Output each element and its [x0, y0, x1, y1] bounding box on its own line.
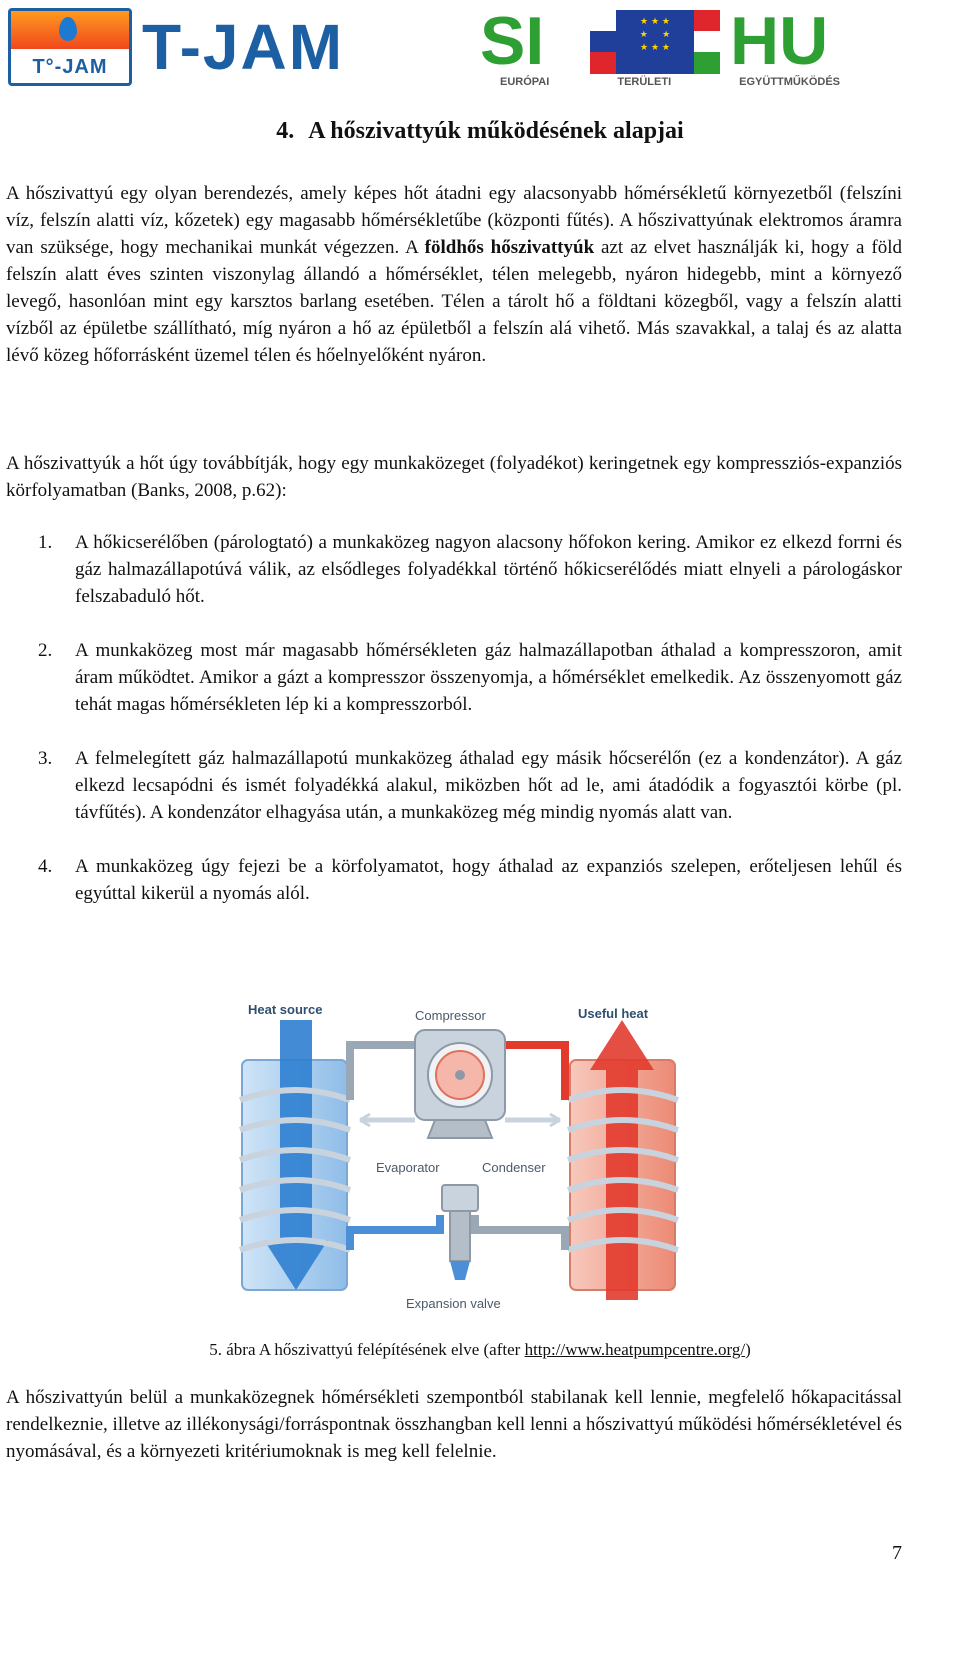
compressor-label: Compressor: [415, 1008, 486, 1023]
flags-icon: [590, 10, 720, 74]
intro-paragraph: A hőszivattyú egy olyan berendezés, amely képes hőt átadni egy alacsonyabb hőmérsékletű környezetből (felszíni víz, felszín alatti víz, kőzetek) egy magasabb hőmérsékletűbe (központi fűtés). A hőszivattyúnak elektromos áramra van szüksége, hogy mechanikai munkát végezzen. A földhős hőszivattyúk azt az elvet használják ki, hogy a föld felszín alatt éves szinten viszonylag állandó a hőmérséklet, télen melegebb, nyáron hidegebb, mint a környező levegő, hasonlóan mint egy karsztos barlang esetében. Télen a tárolt hő a földtani közegből, vagy a felszín alatti vízből az épületbe szállítható, míg nyáron a hő az épületből a felszín alá vihető. Más szavakkal, a talaj és az alatta lévő közeg hőforrásként üzemel télen és hőelnyelőként nyáron.: [6, 183, 902, 366]
page-number: 7: [892, 1542, 902, 1564]
suction-pipe: [350, 1045, 415, 1100]
tjam-badge-text: T°-JAM: [32, 56, 108, 78]
list-item: 2. A munkaközeg most már magasabb hőmérsékleten gáz halmazállapotban áthalad a kompresszoron, amit áram működtet. Amikor a gázt a kompresszor összenyomja, a hőmérséklet emelkedik. Az összenyomott gáz tehát magas hőmérsékleten lép ki a kompresszorból.: [38, 640, 902, 715]
cycle-intro-paragraph: A hőszivattyúk a hőt úgy továbbítják, hogy egy munkaközeget (folyadékot) keringetnek egy kompressziós-expanziós körfolyamatban (Banks, 2008, p.62):: [6, 453, 902, 501]
list-item: 4. A munkaközeg úgy fejezi be a körfolyamatot, hogy áthalad az expanziós szelepen, erőteljesen lehűl és egyúttal kikerül a nyomás alól.: [38, 856, 902, 904]
working-fluid-paragraph: A hőszivattyún belül a munkaközegnek hőmérsékleti szempontból stabilanak kell lennie, megfelelő hőkapacitással rendelkeznie, illetve az illékonysági/forráspontnak összhangban kell lenni a hőszivattyú működési hőmérsékletével és nyomásával, és a környezeti kritériumoknak is meg kell felelnie.: [6, 1387, 902, 1462]
liquid-return-pipe: [350, 1215, 440, 1250]
section-heading: [0, 118, 960, 145]
heat-pump-diagram: [200, 990, 720, 1320]
si-wordmark: SI: [480, 3, 545, 79]
discharge-pipe: [500, 1045, 565, 1100]
condenser-label: Condenser: [482, 1160, 546, 1175]
list-item: 3. A felmelegített gáz halmazállapotú munkaközeg áthalad egy másik hőcserélőn (ez a kondenzátor). A gáz elkezd lecsapódni és ismét folyadékká alakul, miközben hőt ad le, ami átadódik a fogyasztói körbe (pl. távfűtés). A kondenzátor elhagyása után, a munkaközeg még mindig nyomás alatt van.: [38, 748, 902, 823]
section-number: 4.: [276, 118, 295, 144]
tjam-wordmark: T-JAM: [142, 11, 344, 83]
heat-source-label: Heat source: [248, 1002, 323, 1017]
figure-caption: 5. ábra A hőszivattyú felépítésének elve (after http://www.heatpumpcentre.org/): [209, 1340, 751, 1359]
water-drop-icon: [59, 17, 77, 41]
eu-stars-icon: ★ ★ ★ ★ ★ ★ ★ ★: [639, 17, 671, 53]
tjam-logo: [8, 8, 376, 86]
bold-term: földhős hőszivattyúk: [424, 237, 595, 258]
tjam-badge: [8, 8, 132, 86]
hu-wordmark: HU: [730, 3, 829, 79]
list-item: 1. A hőkicserélőben (párologtató) a munkaközeg nagyon alacsony hőfokon kering. Amikor ez elkezd forrni és gáz halmazállapotúvá válik, az elsődleges folyadékkal történő hőkicserélődés miatt elnyeli a párologáskor felszabaduló hőt.: [38, 532, 902, 607]
cycle-steps-list: [6, 529, 902, 934]
liquid-pipe: [475, 1215, 565, 1250]
hungary-flag-icon: [694, 10, 720, 74]
evaporator-label: Evaporator: [376, 1160, 440, 1175]
slovenia-flag-icon: [590, 10, 616, 74]
expansion-valve-label: Expansion valve: [406, 1296, 501, 1311]
useful-heat-label: Useful heat: [578, 1006, 649, 1021]
source-link[interactable]: http://www.heatpumpcentre.org/: [524, 1340, 746, 1359]
section-title: A hőszivattyúk működésének alapjai: [308, 118, 684, 144]
si-hu-subtitle: EURÓPAI TERÜLETI EGYÜTTMŰKÖDÉS: [500, 76, 840, 88]
si-hu-logo: [480, 3, 840, 90]
compressor-icon: [415, 1030, 505, 1138]
